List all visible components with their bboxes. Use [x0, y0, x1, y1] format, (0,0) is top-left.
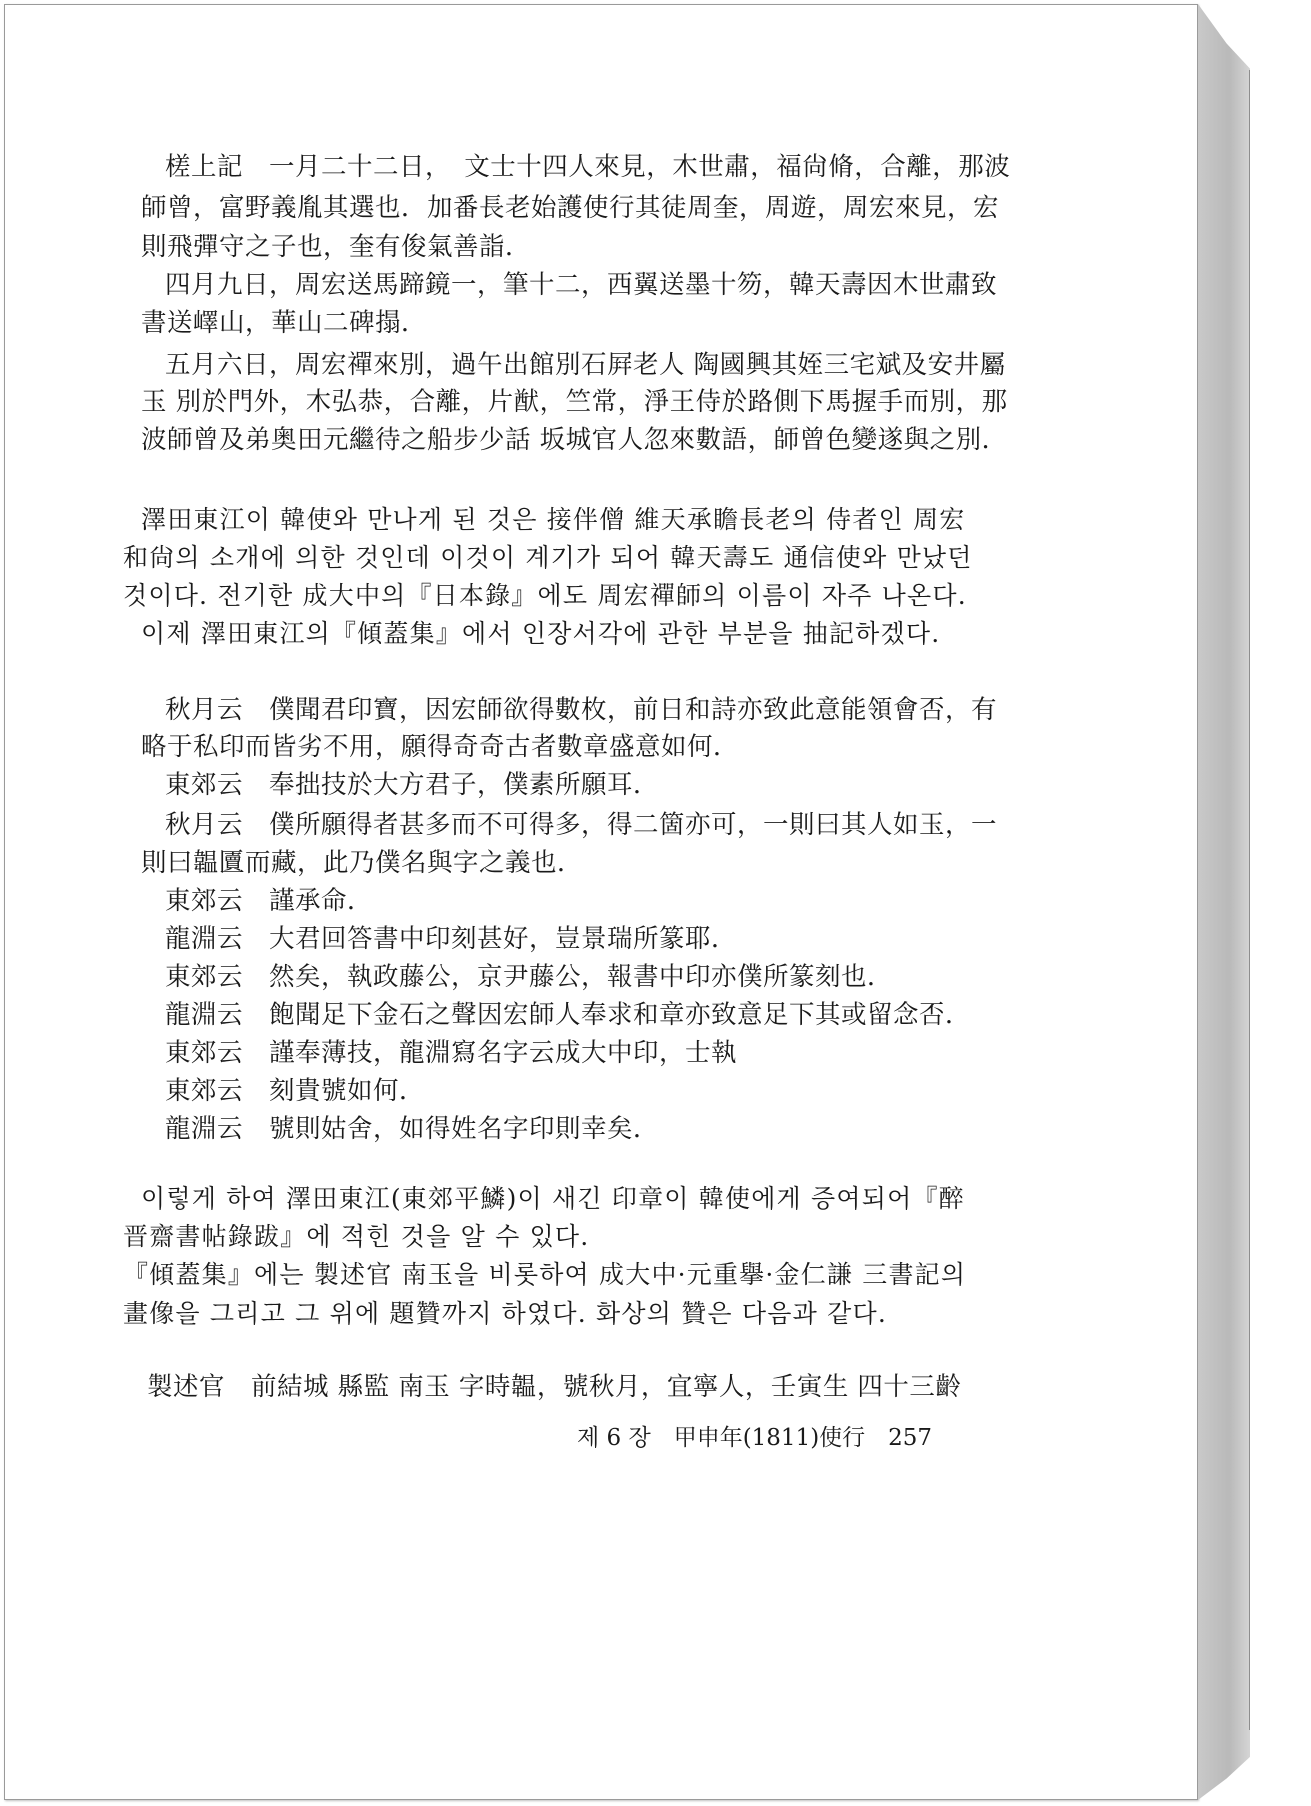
text-line: 龍淵云 飽聞足下金石之聲因宏師人奉求和章亦致意足下其或留念否． — [165, 1000, 972, 1030]
text-line: 五月六日，周宏禪來別，過午出館別石屛老人 陶國興其姪三宅斌及安井屬 — [165, 350, 1006, 380]
page-stack-edge — [1198, 4, 1250, 1800]
text-line: 畫像을 그리고 그 위에 題贊까지 하였다. 화상의 贊은 다음과 같다. — [123, 1299, 887, 1328]
text-line: 略于私印而皆劣不用，願得奇奇古者數章盛意如何． — [141, 732, 740, 762]
text-line: 書送嶧山，華山二碑搨． — [141, 308, 428, 338]
text-line: 東郊云 謹承命． — [165, 886, 374, 916]
text-line: 東郊云 謹奉薄技，龍淵寫名字云成大中印，士執 — [165, 1038, 738, 1068]
text-line: 龍淵云 號則姑舍，如得姓名字印則幸矣． — [165, 1114, 660, 1144]
text-line: 이렇게 하여 澤田東江(東郊平鱗)이 새긴 印章이 韓使에게 증여되어『醉 — [141, 1184, 965, 1213]
book-page — [4, 4, 1198, 1800]
page-footer: 제 6 장 甲申年(1811)使行 257 — [577, 1425, 933, 1451]
text-line: 것이다. 전기한 成大中의『日本錄』에도 周宏禪師의 이름이 자주 나온다. — [123, 581, 967, 610]
text-line: 玉 別於門外，木弘恭，合離，片猷，竺常，淨王侍於路側下馬握手而別，那 — [141, 387, 1008, 417]
text-line: 『傾蓋集』에는 製述官 南玉을 비롯하여 成大中·元重擧·金仁謙 三書記의 — [123, 1260, 967, 1289]
text-line: 龍淵云 大君回答書中印刻甚好，豈景瑞所篆耶． — [165, 924, 738, 954]
text-line: 則曰韞匵而藏，此乃僕名與字之義也． — [141, 848, 584, 878]
text-line: 槎上記 一月二十二日， 文士十四人來見，木世肅，福尙脩，合離，那波 — [165, 152, 1011, 182]
text-line: 則飛彈守之子也，奎有俊氣善詣． — [141, 232, 532, 262]
text-line: 東郊云 奉拙技於大方君子，僕素所願耳． — [165, 770, 660, 800]
page-stack-edge-line — [1249, 70, 1250, 1730]
text-line: 이제 澤田東江의『傾蓋集』에서 인장서각에 관한 부분을 抽記하겠다. — [141, 619, 941, 648]
text-line: 師曾，富野義胤其選也．加番長老始護使行其徒周奎，周遊，周宏來見，宏 — [141, 193, 1000, 223]
text-line: 澤田東江이 韓使와 만나게 된 것은 接伴僧 維天承瞻長老의 侍者인 周宏 — [141, 505, 966, 534]
text-line: 晋齋書帖錄跋』에 적힌 것을 알 수 있다. — [123, 1222, 590, 1251]
text-line: 波師曾及弟奥田元繼待之船步少話 坂城官人忽來數語，師曾色變遂與之別． — [141, 425, 1008, 455]
text-line: 製述官 前結城 縣監 南玉 字時韞，號秋月，宜寧人，壬寅生 四十三齡 — [147, 1372, 962, 1402]
text-line: 和尙의 소개에 의한 것인데 이것이 계기가 되어 韓天壽도 通信使와 만났던 — [123, 543, 973, 572]
text-line: 四月九日，周宏送馬蹄鏡一，筆十二，西翼送墨十笏，韓天壽因木世肅致 — [165, 270, 998, 300]
text-line: 東郊云 刻貴號如何． — [165, 1076, 426, 1106]
text-line: 東郊云 然矣，執政藤公，京尹藤公，報書中印亦僕所篆刻也． — [165, 962, 894, 992]
text-line: 秋月云 僕聞君印寶，因宏師欲得數枚，前日和詩亦致此意能領會否，有 — [165, 695, 998, 725]
text-line: 秋月云 僕所願得者甚多而不可得多，得二箇亦可，一則曰其人如玉，一 — [165, 810, 998, 840]
